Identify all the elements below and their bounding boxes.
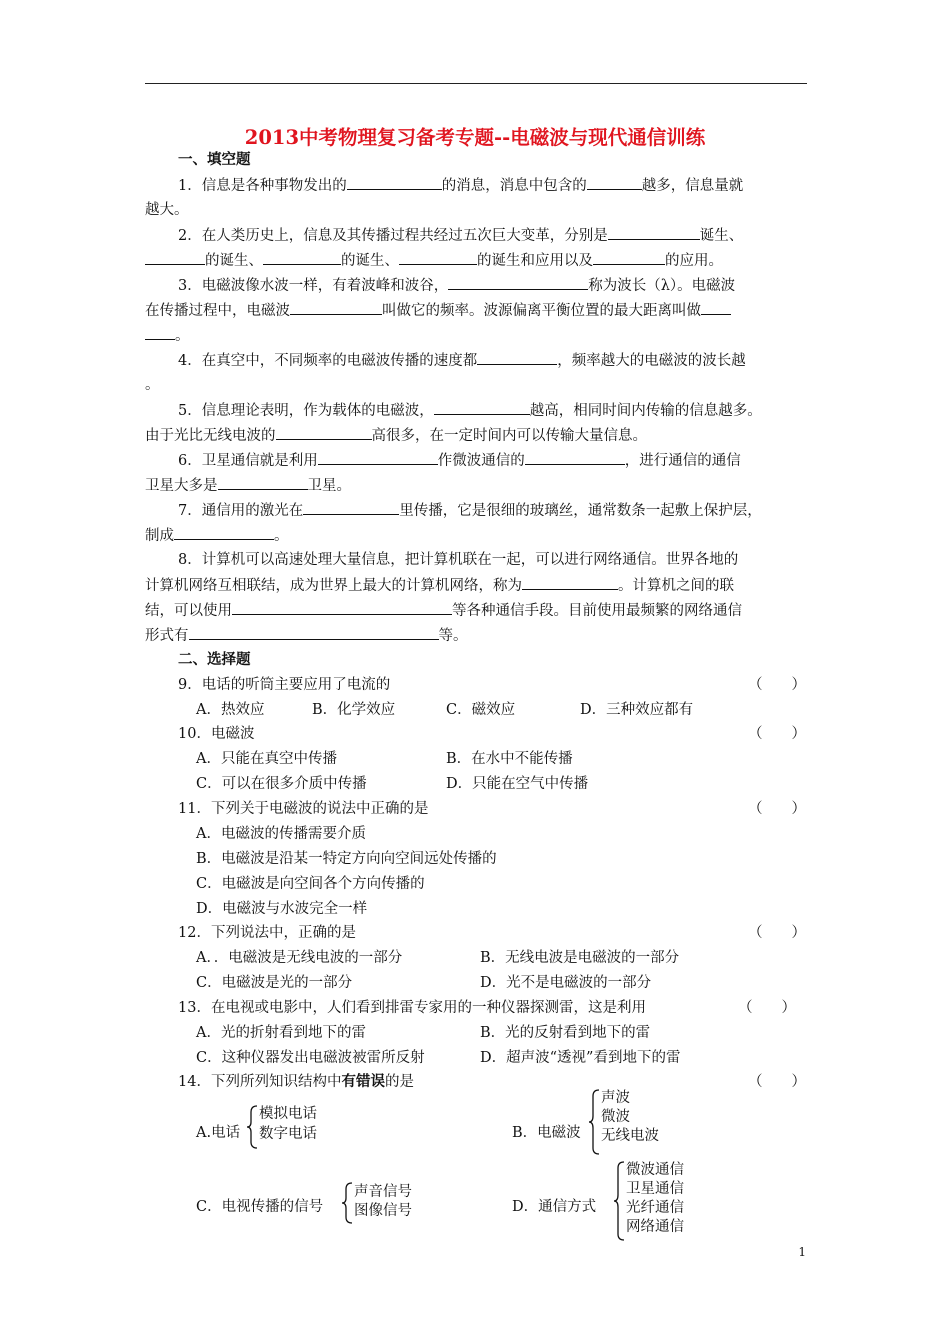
question-9-stem: 9．电话的听筒主要应用了电流的	[178, 677, 391, 693]
option-13-a: A．光的折射看到地下的雷	[196, 1025, 366, 1041]
question-3-line-1: 3．电磁波像水波一样，有着波峰和波谷， 称为波长（λ）。电磁波	[178, 275, 735, 296]
option-10-a: A．只能在真空中传播	[196, 751, 337, 767]
brace-icon	[245, 1104, 259, 1150]
blank	[347, 175, 442, 190]
question-8-line-2: 计算机网络互相联结，成为世界上最大的计算机网络，称为 。计算机之间的联	[145, 575, 734, 596]
option-11-c: C．电磁波是向空间各个方向传播的	[196, 876, 425, 892]
blank	[189, 625, 439, 640]
question-8-line-1: 8．计算机可以高速处理大量信息，把计算机联在一起，可以进行网络通信。世界各地的	[178, 552, 739, 568]
option-14-d-item: 卫星通信	[626, 1181, 684, 1197]
question-3-line-3: 。	[145, 325, 190, 346]
option-13-c: C．这种仪器发出电磁波被雷所反射	[196, 1050, 425, 1066]
option-12-a: A．．电磁波是无线电波的一部分	[196, 950, 403, 966]
question-11-stem: 11．下列关于电磁波的说法中正确的是	[178, 801, 429, 817]
blank	[593, 250, 665, 265]
question-2-line-2: 的诞生、 的诞生、 的诞生和应用以及 的应用。	[145, 250, 723, 271]
option-9-c: C．磁效应	[446, 702, 516, 718]
blank	[608, 225, 700, 240]
option-13-b: B．光的反射看到地下的雷	[480, 1025, 651, 1041]
option-11-b: B．电磁波是沿某一特定方向向空间远处传播的	[196, 851, 497, 867]
option-13-d: D．超声波“透视”看到地下的雷	[480, 1050, 681, 1066]
option-9-d: D．三种效应都有	[580, 702, 694, 718]
blank	[448, 275, 588, 290]
question-1-line-1: 1．信息是各种事物发出的 的消息，消息中包含的 越多，信息量就	[178, 175, 743, 196]
answer-paren: （ ）	[748, 1074, 806, 1090]
question-1-line-2: 越大。	[145, 202, 189, 218]
page-number: 1	[798, 1245, 806, 1259]
question-5-line-2: 由于光比无线电波的 高很多，在一定时间内可以传输大量信息。	[145, 425, 647, 446]
option-11-a: A．电磁波的传播需要介质	[196, 826, 366, 842]
question-7-line-2: 制成 。	[145, 525, 289, 546]
option-12-d: D．光不是电磁波的一部分	[480, 975, 652, 991]
brace-icon	[340, 1181, 354, 1225]
blank	[303, 500, 399, 515]
answer-paren: （ ）	[748, 726, 806, 742]
option-10-b: B．在水中不能传播	[446, 751, 573, 767]
blank	[701, 300, 731, 315]
option-14-d-item: 网络通信	[626, 1219, 684, 1235]
option-14-d-label: D．通信方式	[512, 1199, 597, 1215]
option-10-d: D．只能在空气中传播	[446, 776, 589, 792]
question-8-line-3: 结，可以使用 等各种通信手段。目前使用最频繁的网络通信	[145, 600, 742, 621]
blank	[477, 350, 557, 365]
question-5-line-1: 5．信息理论表明，作为载体的电磁波， 越高，相同时间内传输的信息越多。	[178, 400, 762, 421]
option-14-b-label: B．电磁波	[512, 1125, 581, 1141]
blank	[318, 450, 438, 465]
question-6-line-1: 6．卫星通信就是利用 作微波通信的 ，进行通信的通信	[178, 450, 741, 471]
blank	[522, 575, 618, 590]
option-14-d-item: 微波通信	[626, 1162, 684, 1178]
blank	[263, 250, 341, 265]
question-7-line-1: 7．通信用的激光在 里传播，它是很细的玻璃丝，通常数条一起敷上保护层，	[178, 500, 762, 521]
option-14-c-item: 声音信号	[354, 1184, 412, 1200]
blank	[232, 600, 452, 615]
question-13-stem: 13．在电视或电影中，人们看到排雷专家用的一种仪器探测雷，这是利用	[178, 1000, 646, 1016]
question-14-stem: 14．下列所列知识结构中有错误的是	[178, 1073, 414, 1090]
blank	[218, 475, 308, 490]
option-11-d: D．电磁波与水波完全一样	[196, 901, 368, 917]
blank	[174, 525, 274, 540]
question-12-stem: 12．下列说法中，正确的是	[178, 925, 356, 941]
page-title: 2013中考物理复习备考专题--电磁波与现代通信训练	[244, 126, 706, 149]
option-14-b-item: 微波	[601, 1109, 630, 1125]
option-14-a-label: A.电话	[196, 1125, 241, 1141]
question-6-line-2: 卫星大多是 卫星。	[145, 475, 351, 496]
option-9-a: A．热效应	[196, 702, 265, 718]
header-rule	[145, 83, 807, 84]
question-4-line-1: 4．在真空中，不同频率的电磁波传播的速度都 ，频率越大的电磁波的波长越	[178, 350, 746, 371]
option-14-a-item: 模拟电话	[259, 1106, 317, 1122]
answer-paren: （ ）	[748, 677, 806, 693]
blank	[145, 325, 175, 340]
question-4-line-2: 。	[145, 377, 160, 393]
answer-paren: （ ）	[738, 1000, 796, 1016]
option-9-b: B．化学效应	[312, 702, 396, 718]
answer-paren: （ ）	[748, 801, 806, 817]
option-14-b-item: 声波	[601, 1090, 630, 1106]
question-10-stem: 10．电磁波	[178, 726, 255, 742]
blank	[525, 450, 625, 465]
blank	[145, 250, 205, 265]
question-3-line-2: 在传播过程中，电磁波 叫做它的频率。波源偏离平衡位置的最大距离叫做	[145, 300, 731, 321]
option-14-c-label: C．电视传播的信号	[196, 1199, 324, 1215]
brace-icon	[612, 1160, 626, 1242]
question-2-line-1: 2．在人类历史上，信息及其传播过程共经过五次巨大变革，分别是 诞生、	[178, 225, 743, 246]
answer-paren: （ ）	[748, 925, 806, 941]
blank	[434, 400, 530, 415]
option-12-b: B．无线电波是电磁波的一部分	[480, 950, 680, 966]
blank	[276, 425, 372, 440]
option-10-c: C．可以在很多介质中传播	[196, 776, 367, 792]
option-14-d-item: 光纤通信	[626, 1200, 684, 1216]
section-multiple-choice: 二、选择题	[178, 651, 251, 668]
blank	[399, 250, 477, 265]
option-14-a-item: 数字电话	[259, 1126, 317, 1142]
section-fill-blank: 一、填空题	[178, 151, 251, 168]
brace-icon	[587, 1088, 601, 1156]
question-8-line-4: 形式有 等。	[145, 625, 468, 646]
option-14-c-item: 图像信号	[354, 1203, 412, 1219]
blank	[290, 300, 382, 315]
blank	[587, 175, 642, 190]
option-12-c: C．电磁波是光的一部分	[196, 975, 353, 991]
option-14-b-item: 无线电波	[601, 1128, 659, 1144]
